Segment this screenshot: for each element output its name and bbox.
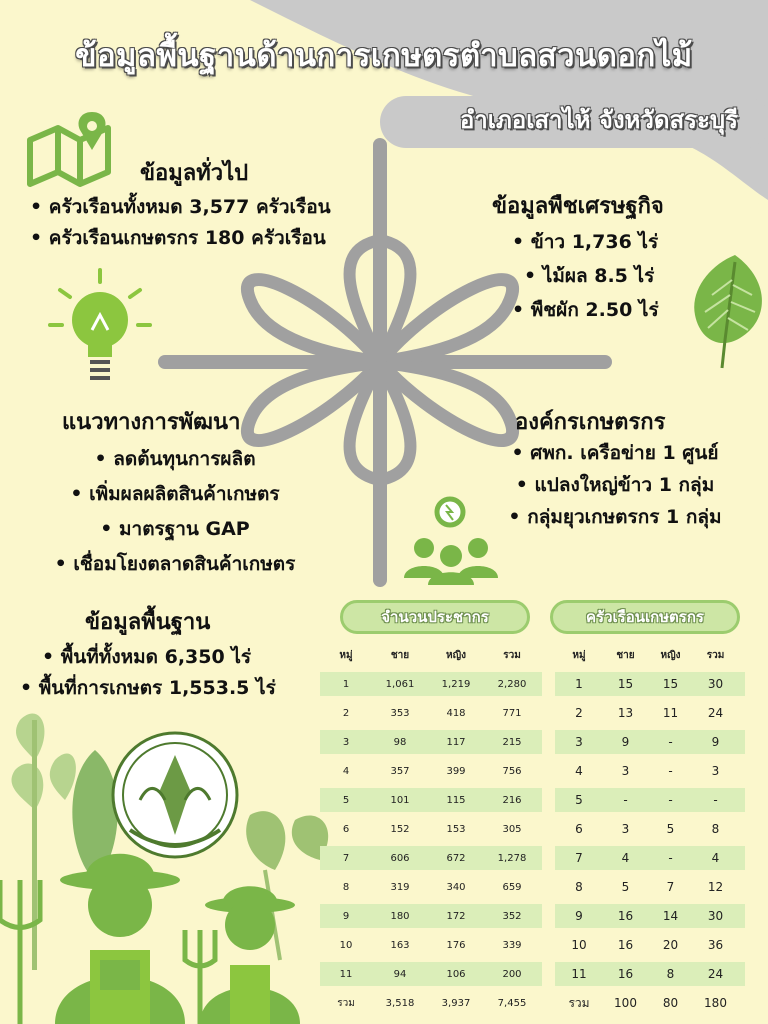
development-heading: แนวทางการพัฒนา [62, 410, 241, 435]
table-cell: 15 [617, 677, 634, 691]
table-cell: 6 [575, 822, 583, 836]
general-info-heading: ข้อมูลทั่วไป [140, 161, 249, 186]
table-cell: 9 [575, 909, 583, 923]
table-cell: 80 [662, 996, 679, 1010]
crops-item: • ข้าว 1,736 ไร่ [512, 225, 659, 259]
table-cell: 339 [502, 939, 522, 951]
table-cell: 16 [617, 938, 634, 952]
table-cell: 5 [575, 793, 583, 807]
table-row [320, 875, 542, 899]
table-cell: 1 [575, 677, 583, 691]
table-cell: 20 [662, 938, 679, 952]
table-cell: 2 [575, 706, 583, 720]
table-cell: 1,278 [497, 852, 527, 864]
basic-info-list [20, 642, 276, 704]
table-cell: 7 [575, 851, 583, 865]
table-cell: 7 [342, 852, 350, 864]
development-item: • ลดต้นทุนการผลิต [25, 442, 325, 477]
table-cell: 5 [666, 822, 675, 836]
table-row [320, 730, 542, 754]
table-cell: 94 [393, 968, 407, 980]
development-item: • เชื่อมโยงตลาดสินค้าเกษตร [25, 547, 325, 582]
general-info-item: • ครัวเรือนทั้งหมด 3,577 ครัวเรือน [30, 192, 331, 223]
development-list [25, 442, 325, 582]
table-cell: 340 [446, 881, 466, 893]
page-title: ข้อมูลพื้นฐานด้านการเกษตรตำบลสวนดอกไม้ [75, 38, 693, 74]
table-cell: 8 [575, 880, 583, 894]
header-cell: รวม [706, 649, 725, 661]
table-cell: 24 [707, 706, 724, 720]
basic-info-item: • พื้นที่การเกษตร 1,553.5 ไร่ [20, 673, 276, 704]
table-cell: 357 [390, 765, 410, 777]
table-cell: 11 [339, 968, 353, 980]
table-cell: 771 [502, 707, 522, 719]
table-cell: 4 [621, 851, 630, 865]
organizations-heading: องค์กรเกษตรกร [515, 410, 666, 435]
organizations-list [470, 437, 760, 533]
table-cell: 180 [704, 996, 727, 1010]
table-cell: 9 [342, 910, 350, 922]
table-cell: - [713, 793, 718, 807]
table-cell: 353 [390, 707, 410, 719]
table-cell: 30 [707, 909, 724, 923]
table-cell: 3 [621, 764, 630, 778]
table-cell: 1,061 [385, 678, 415, 690]
population-table [320, 600, 542, 1020]
crops-item: • พืชผัก 2.50 ไร่ [512, 293, 659, 327]
table-cell: 4 [711, 851, 720, 865]
lightbulb-icon [50, 270, 150, 380]
table-cell: 8 [711, 822, 720, 836]
table-cell: 153 [446, 823, 466, 835]
table-row [320, 759, 542, 783]
table-row [555, 875, 745, 899]
table-cell: 115 [446, 794, 466, 806]
table-cell: 101 [390, 794, 410, 806]
table-cell: 10 [339, 939, 353, 951]
table-row [555, 933, 745, 957]
header-cell: หมู่ [339, 649, 353, 661]
table-cell: 305 [502, 823, 522, 835]
table-row [320, 672, 542, 696]
table-cell: 4 [342, 765, 350, 777]
household-table-title: ครัวเรือนเกษตรกร [550, 600, 740, 634]
table-cell: 3 [621, 822, 630, 836]
table-cell: 30 [707, 677, 724, 691]
header-cell: หญิง [446, 649, 466, 661]
table-row [320, 817, 542, 841]
table-row [555, 759, 745, 783]
table-cell: 215 [502, 736, 522, 748]
table-cell: 756 [502, 765, 522, 777]
table-cell: 319 [390, 881, 410, 893]
table-cell: 200 [502, 968, 522, 980]
header-cell: ชาย [616, 649, 635, 661]
table-cell: 216 [502, 794, 522, 806]
table-total-row [320, 991, 542, 1015]
table-row [320, 846, 542, 870]
table-cell: 3 [342, 736, 350, 748]
development-item: • เพิ่มผลผลิตสินค้าเกษตร [25, 477, 325, 512]
table-cell: 6 [342, 823, 350, 835]
table-cell: 7 [666, 880, 675, 894]
table-cell: 9 [711, 735, 720, 749]
table-cell: 606 [390, 852, 410, 864]
table-row [555, 788, 745, 812]
table-cell: 16 [617, 909, 634, 923]
table-row [320, 701, 542, 725]
table-cell: 36 [707, 938, 724, 952]
table-cell: 16 [617, 967, 634, 981]
table-cell: 9 [621, 735, 630, 749]
table-cell: - [668, 851, 673, 865]
table-row [555, 904, 745, 928]
table-cell: 106 [446, 968, 466, 980]
table-cell: 5 [621, 880, 630, 894]
table-row [555, 962, 745, 986]
table-cell: 12 [707, 880, 724, 894]
table-cell: 11 [571, 967, 587, 981]
table-total-row [555, 991, 745, 1015]
table-cell: 176 [446, 939, 466, 951]
table-cell: 352 [502, 910, 522, 922]
table-cell: 2,280 [497, 678, 527, 690]
crops-list [512, 225, 659, 327]
table-cell: 100 [614, 996, 637, 1010]
table-cell: 399 [446, 765, 466, 777]
crops-item: • ไม้ผล 8.5 ไร่ [512, 259, 659, 293]
header-cell: ชาย [390, 649, 410, 661]
general-info-list [30, 192, 331, 254]
header-cell: หมู่ [572, 649, 586, 661]
leaf-icon [694, 255, 762, 368]
table-row [555, 730, 745, 754]
table-cell: - [668, 764, 673, 778]
organizations-item: • แปลงใหญ่ข้าว 1 กลุ่ม [470, 469, 760, 501]
header-cell: รวม [503, 649, 521, 661]
header-cell: หญิง [660, 649, 681, 661]
general-info-item: • ครัวเรือนเกษตรกร 180 ครัวเรือน [30, 223, 331, 254]
basic-info-heading: ข้อมูลพื้นฐาน [85, 610, 211, 635]
table-cell: 3,937 [441, 997, 471, 1009]
table-cell: 1 [342, 678, 350, 690]
table-cell: 1,219 [441, 678, 471, 690]
population-table-header [320, 640, 540, 670]
table-cell: - [668, 793, 673, 807]
table-row [555, 846, 745, 870]
table-cell: 152 [390, 823, 410, 835]
organizations-item: • ศพก. เครือข่าย 1 ศูนย์ [470, 437, 760, 469]
table-cell: 24 [707, 967, 724, 981]
table-cell: รวม [337, 997, 355, 1009]
table-row [555, 817, 745, 841]
table-cell: 672 [446, 852, 466, 864]
table-cell: 15 [662, 677, 679, 691]
development-item: • มาตรฐาน GAP [25, 512, 325, 547]
table-row [555, 701, 745, 725]
table-cell: 418 [446, 707, 466, 719]
page-subtitle: อำเภอเสาไห้ จังหวัดสระบุรี [459, 106, 738, 134]
table-cell: 8 [342, 881, 350, 893]
crops-heading: ข้อมูลพืชเศรษฐกิจ [492, 194, 664, 219]
table-row [320, 788, 542, 812]
basic-info-item: • พื้นที่ทั้งหมด 6,350 ไร่ [20, 642, 276, 673]
household-table-header [555, 640, 738, 670]
table-cell: 14 [662, 909, 679, 923]
table-cell: 11 [662, 706, 679, 720]
population-table-title: จำนวนประชากร [340, 600, 530, 634]
table-cell: 3 [575, 735, 583, 749]
table-cell: 163 [390, 939, 410, 951]
table-cell: - [623, 793, 628, 807]
household-table [555, 600, 745, 1020]
farmer-family-icon [0, 854, 300, 1024]
department-seal-icon [113, 733, 237, 857]
table-row [320, 962, 542, 986]
table-cell: 172 [446, 910, 466, 922]
table-row [555, 672, 745, 696]
table-cell: 8 [666, 967, 675, 981]
table-cell: 4 [575, 764, 583, 778]
table-cell: 117 [446, 736, 466, 748]
table-cell: 13 [617, 706, 634, 720]
table-cell: 5 [342, 794, 350, 806]
table-cell: - [668, 735, 673, 749]
table-cell: รวม [568, 995, 590, 1010]
organizations-item: • กลุ่มยุวเกษตรกร 1 กลุ่ม [470, 501, 760, 533]
table-cell: 10 [571, 938, 587, 952]
table-cell: 3 [711, 764, 720, 778]
table-cell: 98 [393, 736, 407, 748]
table-cell: 659 [502, 881, 522, 893]
table-cell: 3,518 [385, 997, 415, 1009]
table-row [320, 933, 542, 957]
table-cell: 180 [390, 910, 410, 922]
table-cell: 2 [342, 707, 350, 719]
table-cell: 7,455 [497, 997, 527, 1009]
table-row [320, 904, 542, 928]
